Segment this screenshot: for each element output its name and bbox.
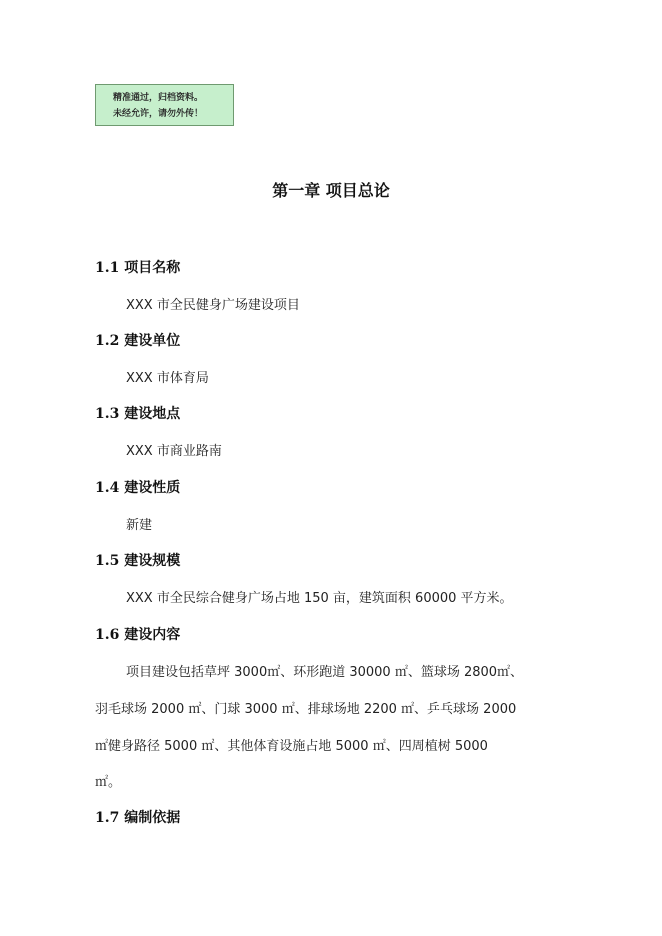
section-heading-1-7: 1.7 编制依据: [95, 810, 181, 826]
notice-line-1: 精准通过，归档资料。: [113, 93, 204, 103]
section-heading-1-5: 1.5 建设规模: [95, 553, 181, 569]
section-body-1-3: XXX 市商业路南: [126, 444, 222, 459]
section-heading-1-1: 1.1 项目名称: [95, 260, 181, 276]
section-body-1-6-line-1: 项目建设包括草坪 3000㎡、环形跑道 30000 ㎡、篮球场 2800㎡、: [126, 665, 524, 680]
confidential-notice-box: [95, 84, 234, 126]
section-heading-1-3: 1.3 建设地点: [95, 406, 181, 422]
section-body-1-6-line-4: ㎡。: [95, 775, 122, 790]
chapter-title: 第一章 项目总论: [272, 181, 390, 200]
section-heading-1-4: 1.4 建设性质: [95, 480, 181, 496]
section-body-1-5: XXX 市全民综合健身广场占地 150 亩，建筑面积 60000 平方米。: [126, 591, 513, 606]
section-heading-1-2: 1.2 建设单位: [95, 333, 181, 349]
notice-line-2: 未经允许，请勿外传！: [113, 109, 204, 119]
section-body-1-6-line-3: ㎡健身路径 5000 ㎡、其他体育设施占地 5000 ㎡、四周植树 5000: [95, 739, 488, 754]
section-body-1-6-line-2: 羽毛球场 2000 ㎡、门球 3000 ㎡、排球场地 2200 ㎡、乒乓球场 2000: [95, 702, 517, 717]
section-body-1-2: XXX 市体育局: [126, 371, 209, 386]
section-heading-1-6: 1.6 建设内容: [95, 627, 181, 643]
section-body-1-4: 新建: [126, 518, 153, 533]
section-body-1-1: XXX 市全民健身广场建设项目: [126, 298, 300, 313]
